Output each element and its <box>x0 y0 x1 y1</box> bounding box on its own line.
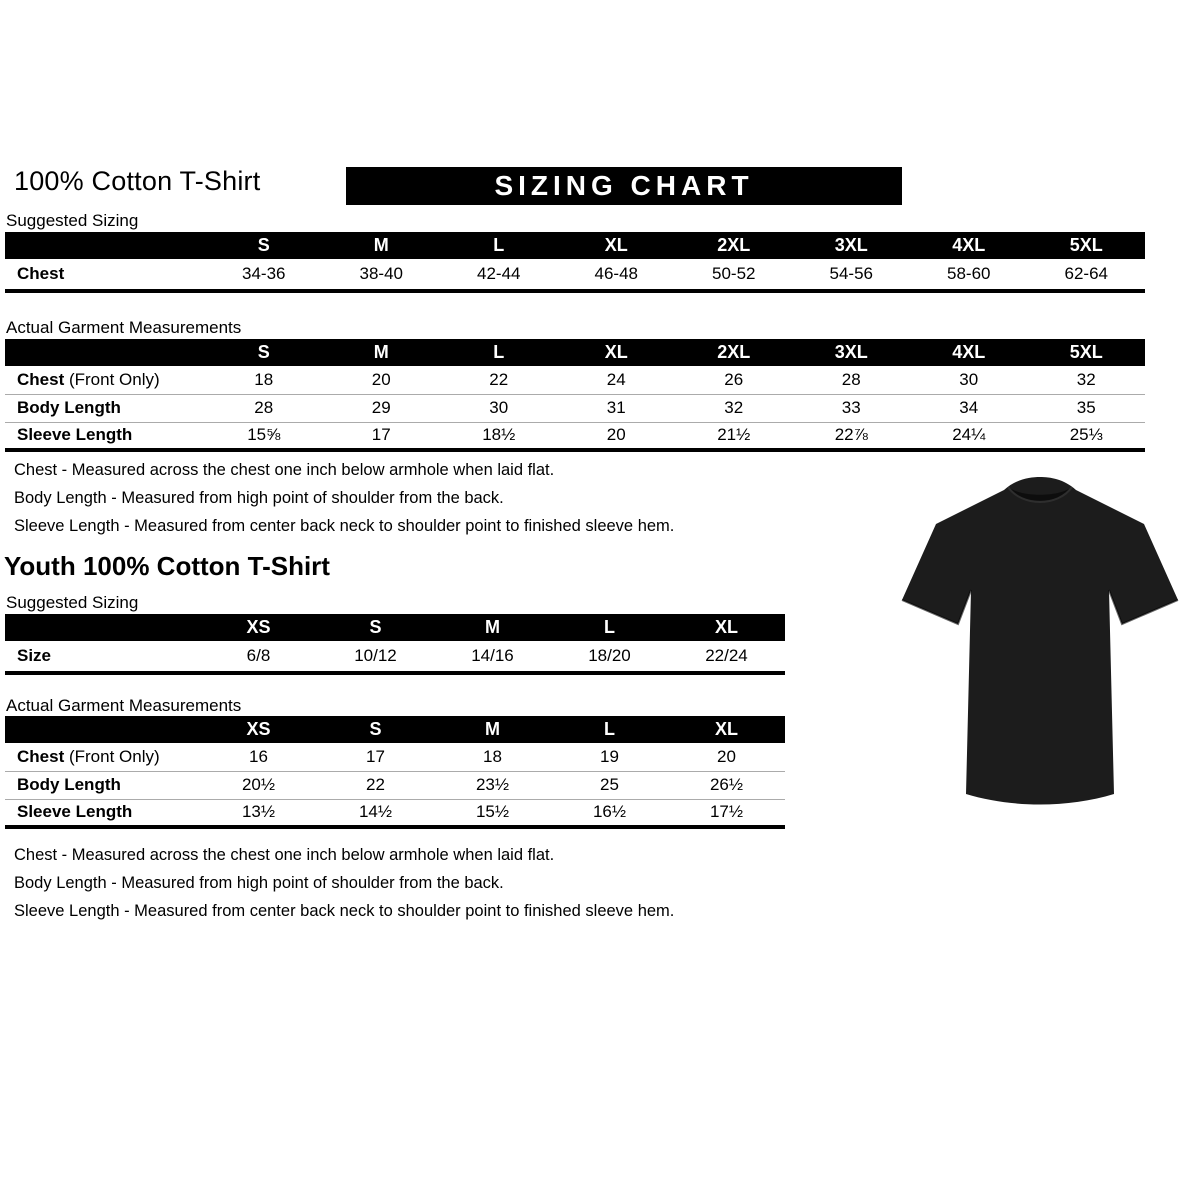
table-cell: 16 <box>200 743 317 771</box>
column-header: L <box>551 716 668 743</box>
table-row <box>5 743 785 771</box>
column-header: M <box>434 716 551 743</box>
measurement-note: Chest - Measured across the chest one inch below armhole when laid flat. <box>14 846 555 864</box>
column-header: S <box>205 339 323 366</box>
adult-suggested-sizing-label: Suggested Sizing <box>6 211 139 230</box>
table-cell: 24¼ <box>910 422 1028 450</box>
table-cell: 38-40 <box>323 259 441 291</box>
table-header-row <box>5 339 1145 366</box>
table-cell: 21½ <box>675 422 793 450</box>
table-cell: 32 <box>1028 366 1146 394</box>
table-cell: 42-44 <box>440 259 558 291</box>
table-cell: 50-52 <box>675 259 793 291</box>
adult-actual-measurements-label: Actual Garment Measurements <box>6 318 242 337</box>
table-row <box>5 771 785 799</box>
table-cell: 25 <box>551 771 668 799</box>
column-header: XL <box>668 716 785 743</box>
table-row <box>5 259 1145 291</box>
row-label-text: Chest <box>17 369 65 389</box>
row-label <box>5 771 200 799</box>
row-label-text: Body Length <box>17 398 121 417</box>
table-cell: 28 <box>793 366 911 394</box>
row-label-text: Body Length <box>17 775 121 794</box>
row-label-suffix: (Front Only) <box>64 369 160 389</box>
column-header: S <box>317 716 434 743</box>
youth-suggested-sizing-label: Suggested Sizing <box>6 593 139 612</box>
page-title: 100% Cotton T-Shirt <box>14 166 261 196</box>
table-cell: 10/12 <box>317 641 434 673</box>
corner-cell <box>5 232 205 259</box>
table-cell: 13½ <box>200 799 317 827</box>
column-header: 3XL <box>793 339 911 366</box>
table-cell: 33 <box>793 394 911 422</box>
row-label <box>5 799 200 827</box>
row-label-suffix: (Front Only) <box>64 746 160 766</box>
adult-actual-table <box>5 339 1145 452</box>
table-cell: 18/20 <box>551 641 668 673</box>
measurement-note: Sleeve Length - Measured from center back neck to shoulder point to finished sleeve hem. <box>14 902 675 920</box>
table-cell: 30 <box>440 394 558 422</box>
measurement-note: Body Length - Measured from high point of shoulder from the back. <box>14 874 504 892</box>
table-cell: 23½ <box>434 771 551 799</box>
table-cell: 22⅞ <box>793 422 911 450</box>
table-row <box>5 799 785 827</box>
row-label-text: Chest <box>17 746 65 766</box>
table-cell: 22 <box>317 771 434 799</box>
row-label <box>5 366 205 394</box>
table-row <box>5 394 1145 422</box>
column-header: M <box>434 614 551 641</box>
table-cell: 14/16 <box>434 641 551 673</box>
table-cell: 6/8 <box>200 641 317 673</box>
table-cell: 15⅝ <box>205 422 323 450</box>
measurement-note: Chest - Measured across the chest one inch below armhole when laid flat. <box>14 461 555 479</box>
youth-actual-table <box>5 716 785 829</box>
column-header: L <box>551 614 668 641</box>
table-header-row <box>5 232 1145 259</box>
column-header: 4XL <box>910 339 1028 366</box>
table-cell: 62-64 <box>1028 259 1146 291</box>
table-cell: 26½ <box>668 771 785 799</box>
youth-section-title: Youth 100% Cotton T-Shirt <box>4 551 330 581</box>
table-cell: 22/24 <box>668 641 785 673</box>
table-cell: 54-56 <box>793 259 911 291</box>
column-header: XL <box>558 339 676 366</box>
table-cell: 58-60 <box>910 259 1028 291</box>
sizing-chart-banner: SIZING CHART <box>346 167 902 205</box>
table-cell: 22 <box>440 366 558 394</box>
measurement-note: Body Length - Measured from high point of shoulder from the back. <box>14 489 504 507</box>
row-label: Chest <box>5 259 205 291</box>
column-header: 2XL <box>675 232 793 259</box>
table-cell: 31 <box>558 394 676 422</box>
table-cell: 20 <box>323 366 441 394</box>
table-cell: 17 <box>317 743 434 771</box>
table-cell: 14½ <box>317 799 434 827</box>
table-cell: 28 <box>205 394 323 422</box>
table-cell: 20 <box>668 743 785 771</box>
column-header: M <box>323 232 441 259</box>
tshirt-body-shape <box>902 477 1178 805</box>
corner-cell <box>5 716 200 743</box>
column-header: 4XL <box>910 232 1028 259</box>
table-cell: 30 <box>910 366 1028 394</box>
row-label-text: Sleeve Length <box>17 425 133 445</box>
column-header: S <box>205 232 323 259</box>
table-cell: 16½ <box>551 799 668 827</box>
row-label <box>5 743 200 771</box>
column-header: 2XL <box>675 339 793 366</box>
table-cell: 18 <box>205 366 323 394</box>
table-cell: 26 <box>675 366 793 394</box>
table-cell: 35 <box>1028 394 1146 422</box>
column-header: 3XL <box>793 232 911 259</box>
table-cell: 34-36 <box>205 259 323 291</box>
table-row <box>5 422 1145 450</box>
column-header: XS <box>200 614 317 641</box>
column-header: L <box>440 339 558 366</box>
black-tshirt-image <box>888 472 1193 817</box>
table-cell: 20 <box>558 422 676 450</box>
row-label <box>5 422 205 450</box>
column-header: 5XL <box>1028 339 1146 366</box>
row-label <box>5 394 205 422</box>
table-cell: 19 <box>551 743 668 771</box>
table-header-row <box>5 614 785 641</box>
table-row <box>5 366 1145 394</box>
column-header: XS <box>200 716 317 743</box>
table-cell: 25⅓ <box>1028 422 1146 450</box>
table-cell: 20½ <box>200 771 317 799</box>
table-header-row <box>5 716 785 743</box>
youth-suggested-table <box>5 614 785 675</box>
table-cell: 18½ <box>440 422 558 450</box>
table-cell: 18 <box>434 743 551 771</box>
measurement-note: Sleeve Length - Measured from center back neck to shoulder point to finished sleeve hem. <box>14 517 675 535</box>
column-header: XL <box>558 232 676 259</box>
corner-cell <box>5 339 205 366</box>
column-header: S <box>317 614 434 641</box>
table-row <box>5 641 785 673</box>
table-cell: 29 <box>323 394 441 422</box>
table-cell: 46-48 <box>558 259 676 291</box>
adult-suggested-table <box>5 232 1145 293</box>
table-cell: 32 <box>675 394 793 422</box>
table-cell: 15½ <box>434 799 551 827</box>
table-cell: 17½ <box>668 799 785 827</box>
column-header: L <box>440 232 558 259</box>
column-header: M <box>323 339 441 366</box>
corner-cell <box>5 614 200 641</box>
table-cell: 17 <box>323 422 441 450</box>
column-header: XL <box>668 614 785 641</box>
row-label-text: Sleeve Length <box>17 802 133 822</box>
youth-actual-measurements-label: Actual Garment Measurements <box>6 696 242 715</box>
table-cell: 34 <box>910 394 1028 422</box>
column-header: 5XL <box>1028 232 1146 259</box>
table-cell: 24 <box>558 366 676 394</box>
row-label: Size <box>5 641 200 673</box>
